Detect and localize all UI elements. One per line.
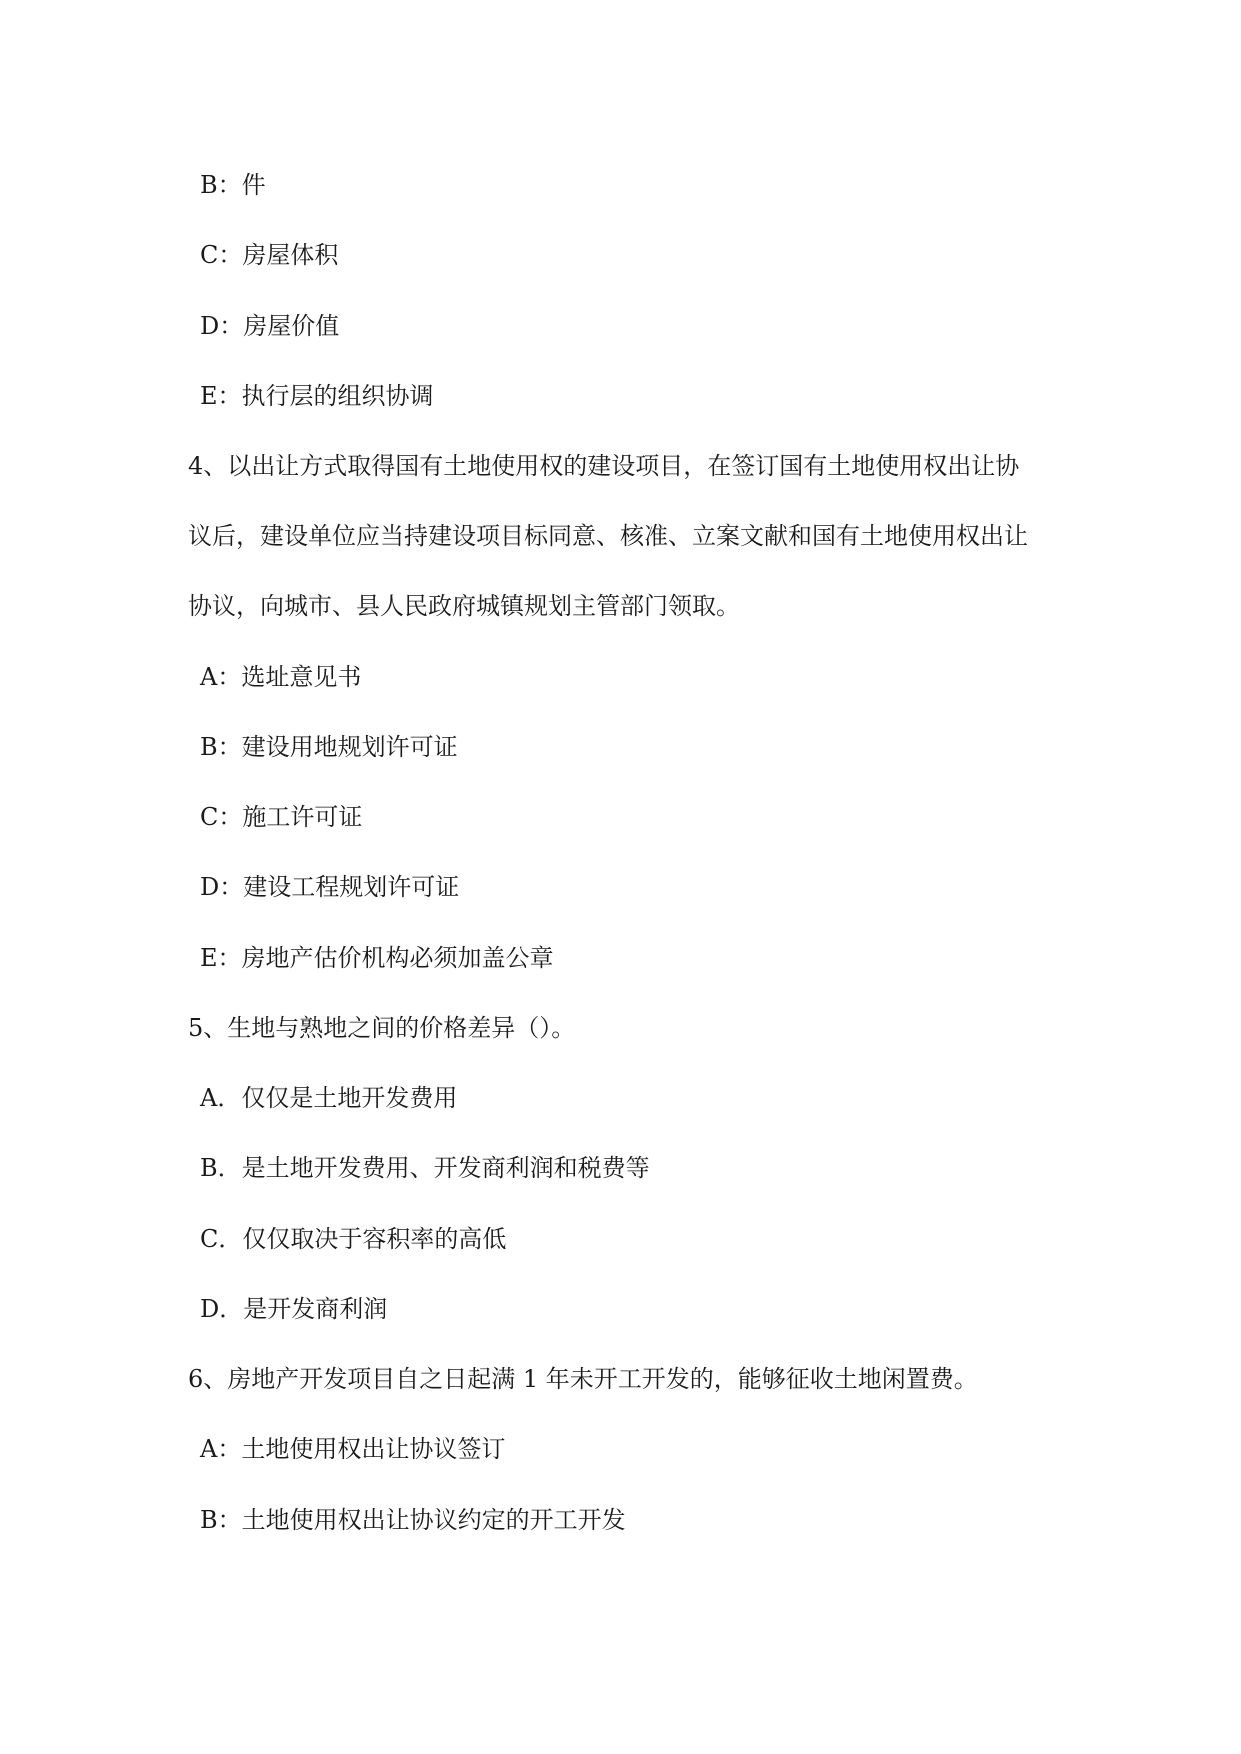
- q3-option-b: B：件: [200, 171, 266, 199]
- q5-option-b: B．是土地开发费用、开发商利润和税费等: [200, 1154, 650, 1182]
- q6-question: 6、房地产开发项目自之日起满 1 年未开工开发的，能够征收土地闲置费。: [188, 1365, 978, 1393]
- q4-option-b: B：建设用地规划许可证: [200, 733, 458, 761]
- q4-option-a: A：选址意见书: [200, 663, 362, 691]
- q4-option-d: D：建设工程规划许可证: [200, 873, 460, 901]
- q4-question-line-3: 协议，向城市、县人民政府城镇规划主管部门领取。: [188, 592, 740, 620]
- q3-option-e: E：执行层的组织协调: [200, 382, 434, 410]
- q4-option-e: E：房地产估价机构必须加盖公章: [200, 944, 554, 972]
- q5-option-c: C．仅仅取决于容积率的高低: [200, 1225, 507, 1253]
- q6-option-a: A：土地使用权出让协议签订: [200, 1435, 506, 1463]
- q4-question-line-2: 议后，建设单位应当持建设项目标同意、核准、立案文献和国有土地使用权出让: [188, 522, 1028, 550]
- q6-option-b: B：土地使用权出让协议约定的开工开发: [200, 1506, 626, 1534]
- q5-option-d: D．是开发商利润: [200, 1295, 388, 1323]
- q5-question: 5、生地与熟地之间的价格差异（）。: [188, 1014, 576, 1042]
- q3-option-d: D：房屋价值: [200, 312, 340, 340]
- q4-option-c: C：施工许可证: [200, 803, 363, 831]
- q5-option-a: A．仅仅是土地开发费用: [200, 1084, 458, 1112]
- q3-option-c: C：房屋体积: [200, 241, 339, 269]
- q4-question-line-1: 4、以出让方式取得国有土地使用权的建设项目，在签订国有土地使用权出让协: [188, 452, 1020, 480]
